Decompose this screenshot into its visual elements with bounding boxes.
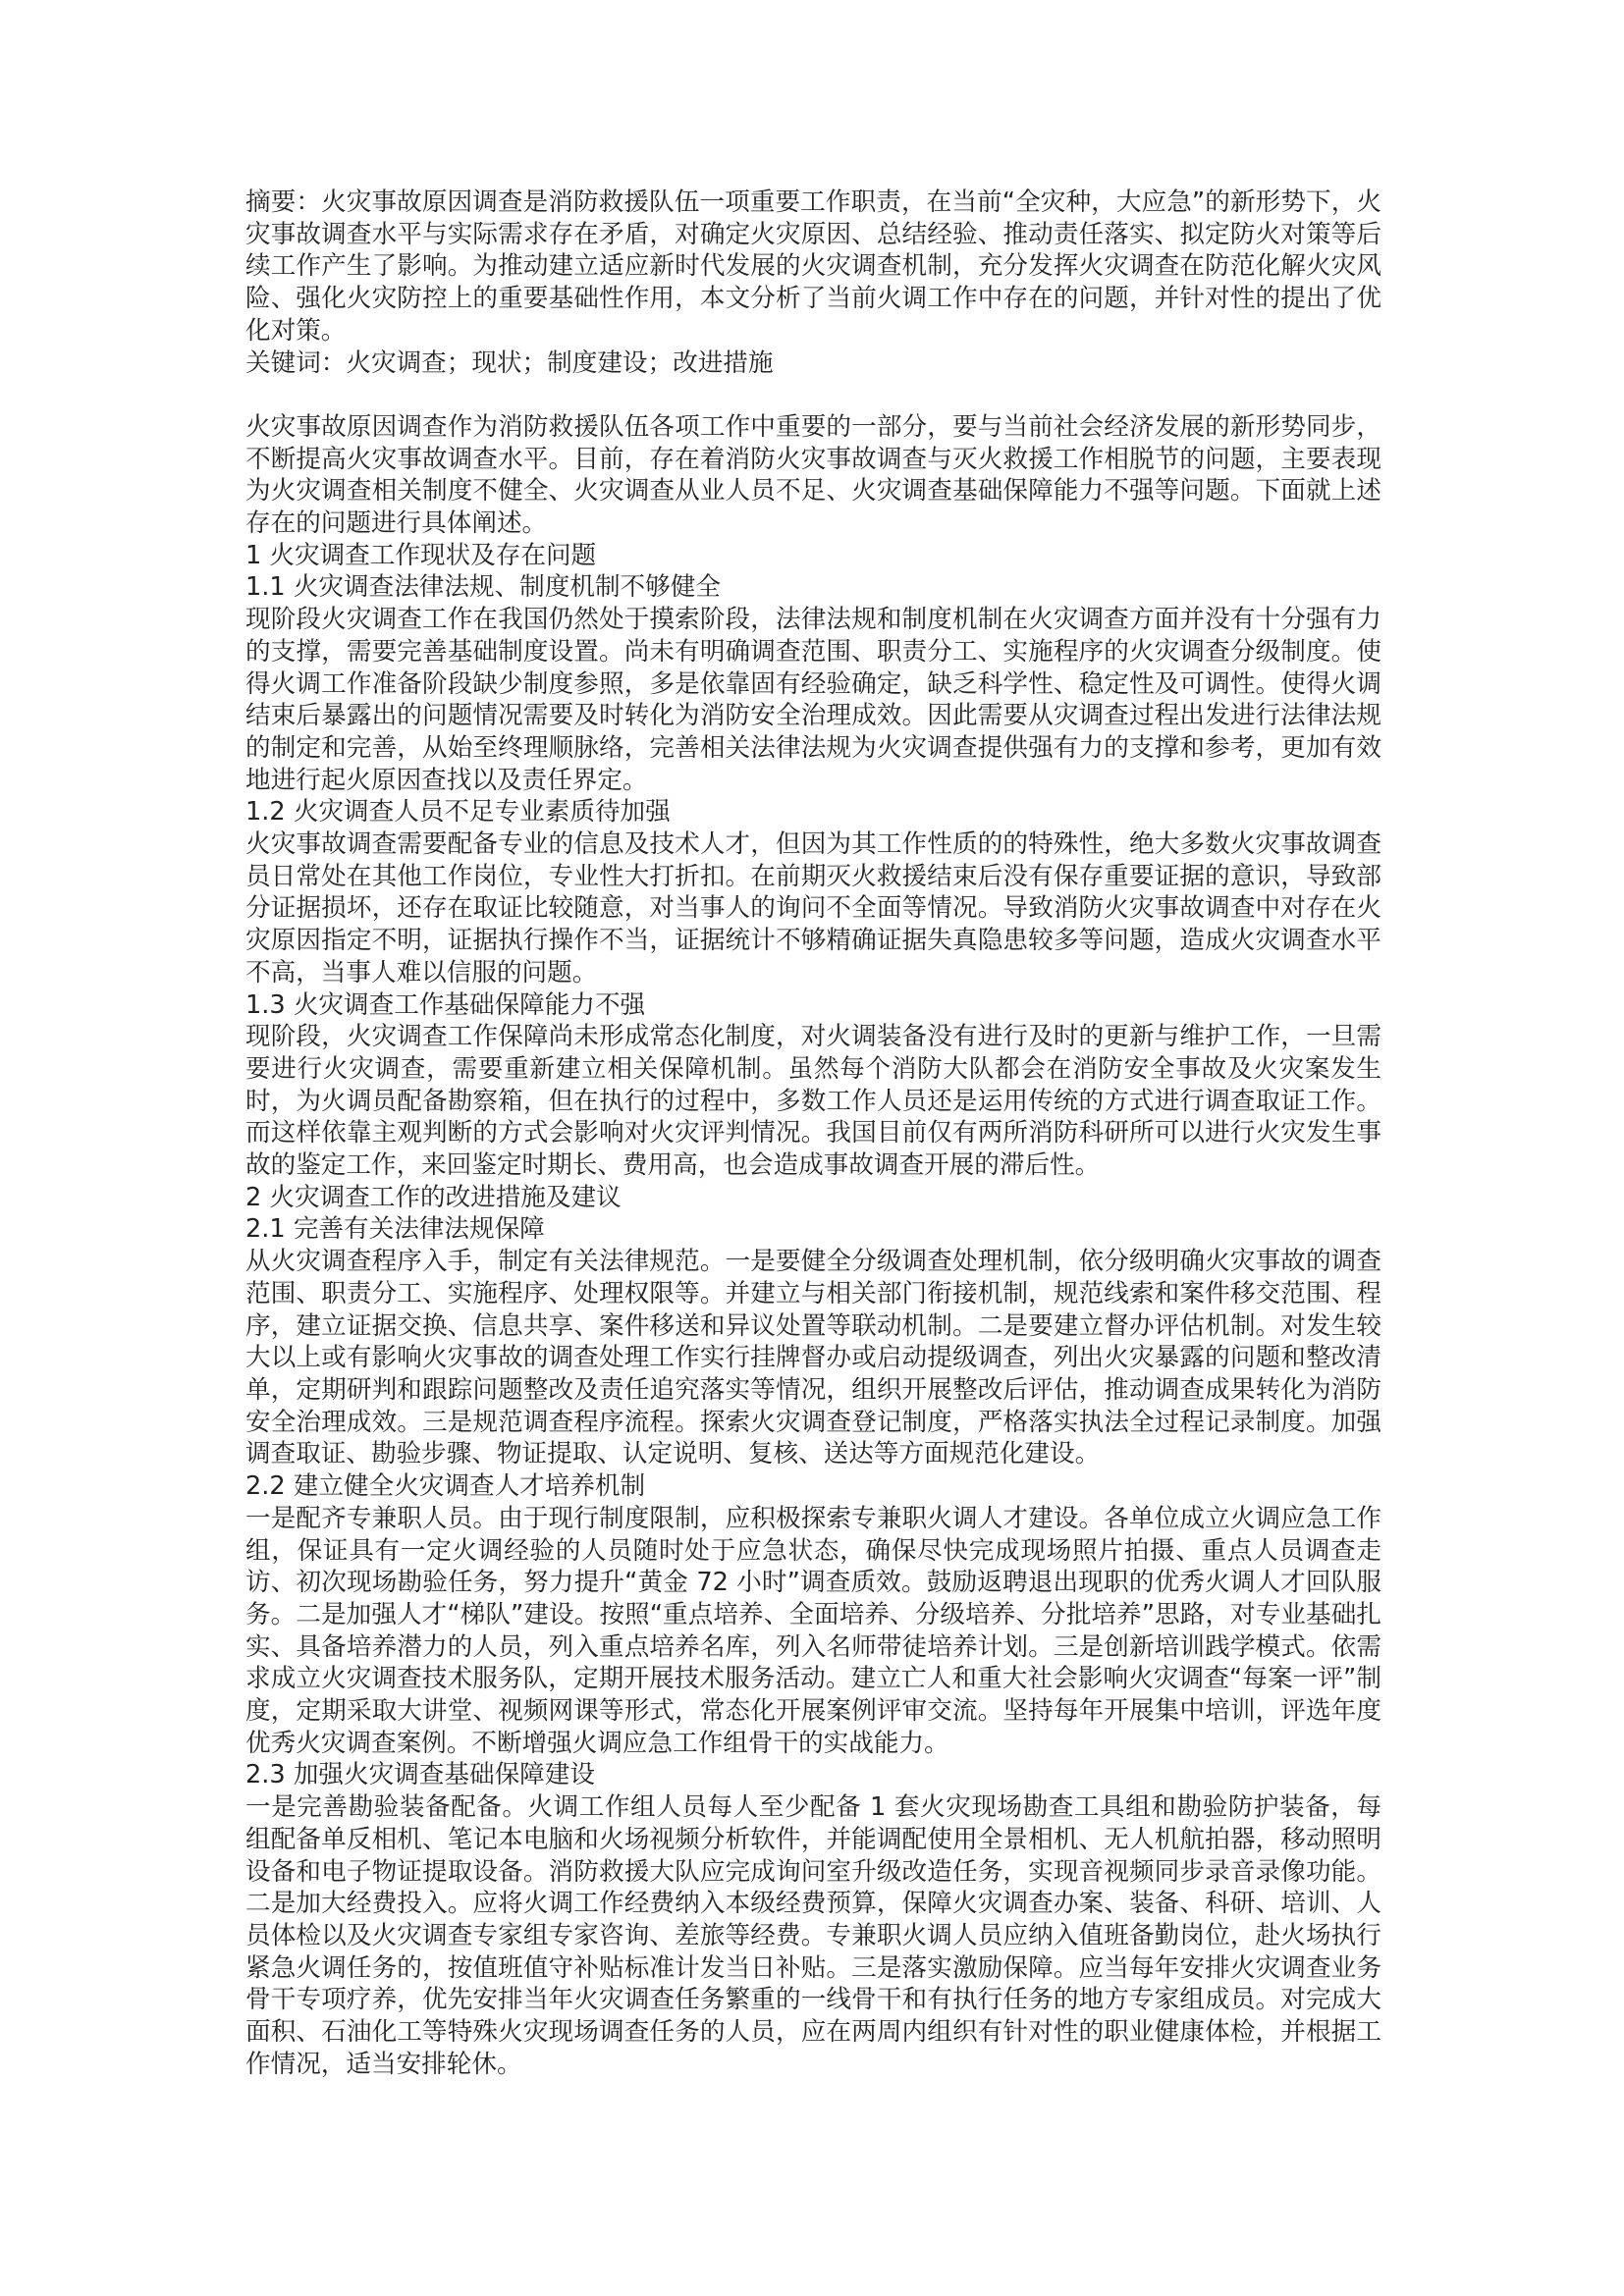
abstract: 摘要：火灾事故原因调查是消防救援队伍一项重要工作职责，在当前“全灾种，大应急”的新形势下，火灾事故调查水平与实际需求存在矛盾，对确定火灾原因、总结经验、推动责任落实、拟定防火对策等后续工作产生了影响。为推动建立适应新时代发展的火灾调查机制，充分发挥火灾调查在防范化解火灾风险、强化火灾防控上的重要基础性作用，本文分析了当前火调工作中存在的问题，并针对性的提出了优化对策。 <box>245 187 1381 346</box>
section-paragraph: 一是完善勘验装备配备。火调工作组人员每人至少配备 1 套火灾现场勘查工具组和勘验防护装备，每组配备单反相机、笔记本电脑和火场视频分析软件，并能调配使用全景相机、无人机航拍器，移动照明设备和电子物证提取设备。消防救援大队应完成询问室升级改造任务，实现音视频同步录音录像功能。二是加大经费投入。应将火调工作经费纳入本级经费预算，保障火灾调查办案、装备、科研、培训、人员体检以及火灾调查专家组专家咨询、差旅等经费。专兼职火调人员应纳入值班备勤岗位，赴火场执行紧急火调任务的，按值班值守补贴标准计发当日补贴。三是落实激励保障。应当每年安排火灾调查业务骨干专项疗养，优先安排当年火灾调查任务繁重的一线骨干和有执行任务的地方专家组成员。对完成大面积、石油化工等特殊火灾现场调查任务的人员，应在两周内组织有针对性的职业健康体检，并根据工作情况，适当安排轮休。 <box>245 1792 1381 2079</box>
document-body <box>245 187 1381 2080</box>
section-heading: 2.1 完善有关法律法规保障 <box>245 1214 545 1245</box>
section-heading: 1.3 火灾调查工作基础保障能力不强 <box>245 989 646 1020</box>
section-heading: 2 火灾调查工作的改进措施及建议 <box>245 1182 622 1212</box>
section-heading: 1 火灾调查工作现状及存在问题 <box>245 540 597 570</box>
section-heading: 1.1 火灾调查法律法规、制度机制不够健全 <box>245 572 721 603</box>
section-paragraph: 火灾事故调查需要配备专业的信息及技术人才，但因为其工作性质的的特殊性，绝大多数火灾事故调查员日常处在其他工作岗位，专业性大打折扣。在前期灭火救援结束后没有保存重要证据的意识，导致部分证据损坏，还存在取证比较随意，对当事人的询问不全面等情况。导致消防火灾事故调查中对存在火灾原因指定不明，证据执行操作不当，证据统计不够精确证据失真隐患较多等问题，造成火灾调查水平不高，当事人难以信服的问题。 <box>245 829 1381 988</box>
section-paragraph: 现阶段火灾调查工作在我国仍然处于摸索阶段，法律法规和制度机制在火灾调查方面并没有十分强有力的支撑，需要完善基础制度设置。尚未有明确调查范围、职责分工、实施程序的火灾调查分级制度。使得火调工作准备阶段缺少制度参照，多是依靠固有经验确定，缺乏科学性、稳定性及可调性。使得火调结束后暴露出的问题情况需要及时转化为消防安全治理成效。因此需要从灾调查过程出发进行法律法规的制定和完善，从始至终理顺脉络，完善相关法律法规为火灾调查提供强有力的支撑和参考，更加有效地进行起火原因查找以及责任界定。 <box>245 605 1381 795</box>
blank-line <box>245 379 1381 411</box>
section-paragraph: 一是配齐专兼职人员。由于现行制度限制，应积极探索专兼职火调人才建设。各单位成立火调应急工作组，保证具有一定火调经验的人员随时处于应急状态，确保尽快完成现场照片拍摄、重点人员调查走访、初次现场勘验任务，努力提升“黄金 72 小时”调查质效。鼓励返聘退出现职的优秀火调人才回队服务。二是加强人才“梯队”建设。按照“重点培养、全面培养、分级培养、分批培养”思路，对专业基础扎实、具备培养潜力的人员，列入重点培养名库，列入名师带徒培养计划。三是创新培训践学模式。依需求成立火灾调查技术服务队，定期开展技术服务活动。建立亡人和重大社会影响火灾调查“每案一评”制度，定期采取大讲堂、视频网课等形式，常态化开展案例评审交流。坚持每年开展集中培训，评选年度优秀火灾调查案例。不断增强火调应急工作组骨干的实战能力。 <box>245 1503 1381 1758</box>
section-paragraph: 现阶段，火灾调查工作保障尚未形成常态化制度，对火调装备没有进行及时的更新与维护工作，一旦需要进行火灾调查，需要重新建立相关保障机制。虽然每个消防大队都会在消防安全事故及火灾案发生时，为火调员配备勘察箱，但在执行的过程中，多数工作人员还是运用传统的方式进行调查取证工作。而这样依靠主观判断的方式会影响对火灾评判情况。我国目前仅有两所消防科研所可以进行火灾发生事故的鉴定工作，来回鉴定时期长、费用高，也会造成事故调查开展的滞后性。 <box>245 1022 1381 1181</box>
keywords: 关键词：火灾调查；现状；制度建设；改进措施 <box>245 347 774 378</box>
section-paragraph: 从火灾调查程序入手，制定有关法律规范。一是要健全分级调查处理机制，依分级明确火灾事故的调查范围、职责分工、实施程序、处理权限等。并建立与相关部门衔接机制，规范线索和案件移交范围、程序，建立证据交换、信息共享、案件移送和异议处置等联动机制。二是要建立督办评估机制。对发生较大以上或有影响火灾事故的调查处理工作实行挂牌督办或启动提级调查，列出火灾暴露的问题和整改清单，定期研判和跟踪问题整改及责任追究落实等情况，组织开展整改后评估，推动调查成果转化为消防安全治理成效。三是规范调查程序流程。探索火灾调查登记制度，严格落实执法全过程记录制度。加强调查取证、勘验步骤、物证提取、认定说明、复核、送达等方面规范化建设。 <box>245 1247 1381 1469</box>
section-heading: 1.2 火灾调查人员不足专业素质待加强 <box>245 797 671 828</box>
section-heading: 2.2 建立健全火灾调查人才培养机制 <box>245 1471 646 1502</box>
section-heading: 2.3 加强火灾调查基础保障建设 <box>245 1760 595 1790</box>
intro-paragraph: 火灾事故原因调查作为消防救援队伍各项工作中重要的一部分，要与当前社会经济发展的新形势同步，不断提高火灾事故调查水平。目前，存在着消防火灾事故调查与灭火救援工作相脱节的问题，主要表现为火灾调查相关制度不健全、火灾调查从业人员不足、火灾调查基础保障能力不强等问题。下面就上述存在的问题进行具体阐述。 <box>245 411 1381 539</box>
